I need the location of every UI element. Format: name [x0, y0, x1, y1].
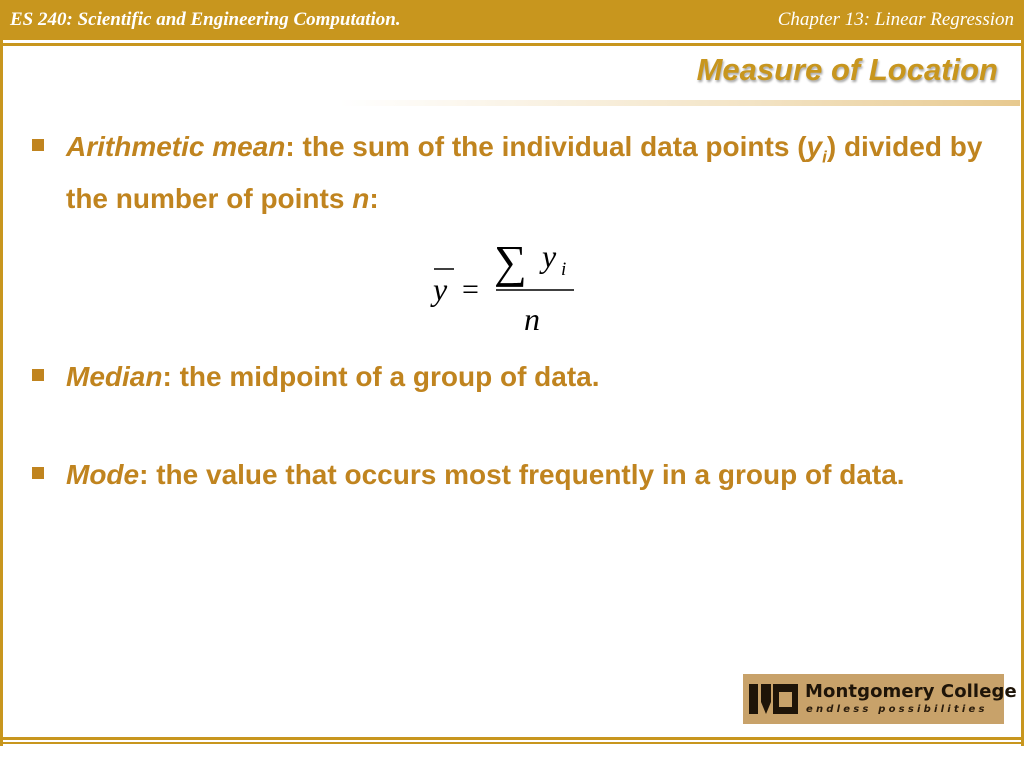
college-tagline: endless possibilities [806, 704, 988, 715]
bullet-text: : [369, 182, 379, 214]
sum-symbol: ∑ [494, 236, 527, 287]
header-bar [0, 0, 1024, 40]
footer-line-2 [0, 742, 1024, 744]
bullet-text: : the midpoint of a group of data. [162, 361, 600, 392]
mean-formula [420, 215, 600, 340]
footer-line-1 [0, 737, 1024, 740]
bullet-mode [32, 454, 1002, 495]
title-rule [340, 100, 1020, 106]
bullet-square-icon [32, 467, 44, 479]
bullet-square-icon [32, 139, 44, 151]
bullet-median [32, 356, 1002, 397]
bullet-square-icon [32, 369, 44, 381]
bullet-text: ) divided by the number of points [66, 131, 983, 214]
bullet-text: : the sum of the individual data points ( [285, 131, 807, 162]
course-title: ES 240: Scientific and Engineering Computation. [10, 9, 401, 30]
bullet-arithmetic-mean [32, 126, 1002, 219]
var-n: n [352, 182, 370, 214]
college-logo [743, 674, 1017, 724]
term-mode: Mode [66, 459, 140, 490]
college-name: Montgomery College [805, 681, 1017, 702]
header-underline [0, 43, 1024, 46]
term-median: Median [66, 361, 163, 392]
formula-equals: = [462, 273, 479, 306]
numerator-subscript: i [561, 259, 567, 280]
formula-lhs: y [433, 271, 448, 307]
college-mark-icon [749, 682, 799, 716]
denominator-n: n [524, 301, 540, 337]
slide-title: Measure of Location [696, 52, 998, 87]
numerator-y: y [542, 238, 557, 274]
bullet-text: : the value that occurs most frequently in a group of data. [139, 459, 905, 490]
var-y: y [806, 131, 823, 162]
term-arithmetic-mean: Arithmetic mean [66, 131, 286, 162]
chapter-title: Chapter 13: Linear Regression [777, 9, 1014, 30]
left-border [0, 40, 3, 746]
var-subscript-i: i [822, 147, 827, 167]
